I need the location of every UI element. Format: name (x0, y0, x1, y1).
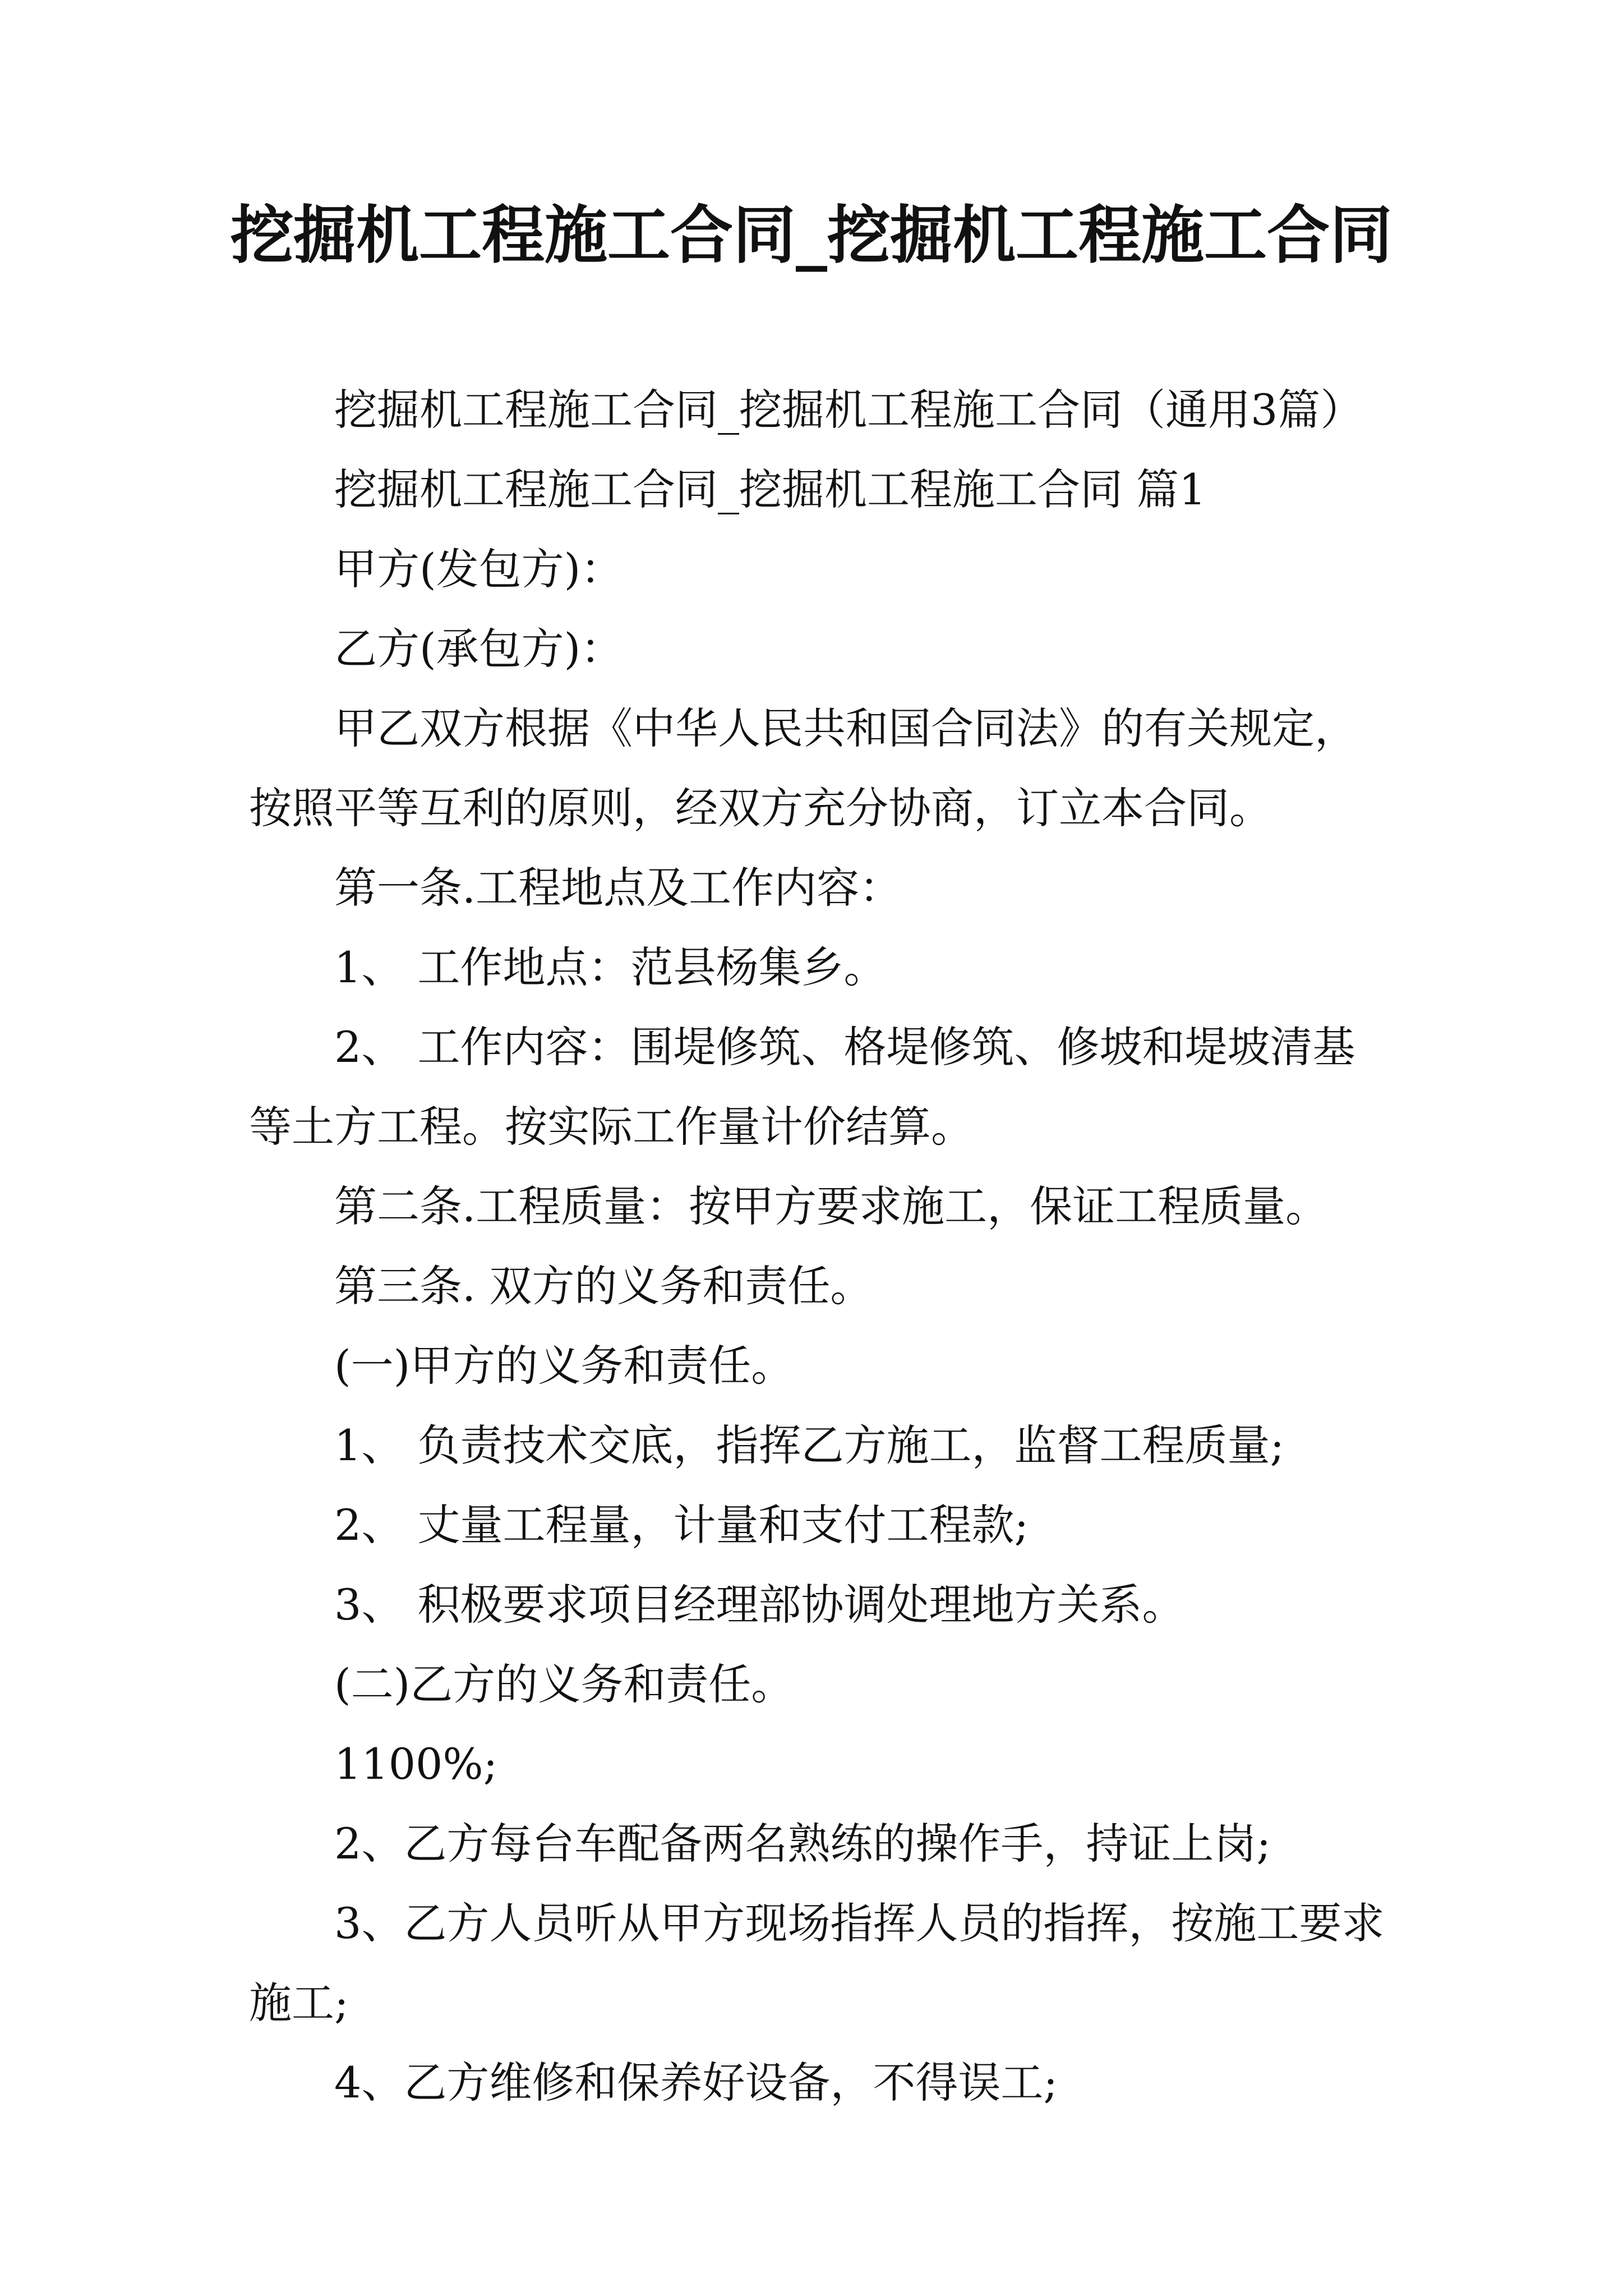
paragraph-article-2: 第二条.工程质量：按甲方要求施工，保证工程质量。 (334, 1181, 1329, 1231)
paragraph-party-a: 甲方(发包方)： (334, 544, 624, 594)
paragraph-party-b: 乙方(承包方)： (334, 624, 624, 674)
paragraph-party-a-duty-2: 2、 丈量工程量，计量和支付工程款; (334, 1500, 1029, 1550)
paragraph-article-1-item-2: 2、 工作内容：围堤修筑、格堤修筑、修坡和堤坡清基等土方工程。按实际工作量计价结算。 (249, 1022, 1355, 1152)
paragraph-preamble: 甲乙双方根据《中华人民共和国合同法》的有关规定，按照平等互利的原则，经双方充分协商，订立本合同。 (249, 703, 1357, 833)
paragraph-party-a-duty-1: 1、 负责技术交底，指挥乙方施工，监督工程质量; (334, 1420, 1285, 1470)
paragraph-article-3: 第三条. 双方的义务和责任。 (334, 1261, 873, 1311)
paragraph-party-b-duty-3: 3、乙方人员听从甲方现场指挥人员的指挥，按施工要求施工; (249, 1898, 1385, 2028)
document-title: 挖掘机工程施工合同_挖掘机工程施工合同 (230, 199, 1393, 272)
document-body (249, 370, 1393, 2123)
paragraph-subtitle: 挖掘机工程施工合同_挖掘机工程施工合同（通用3篇） (334, 385, 1363, 435)
paragraph-part-heading: 挖掘机工程施工合同_挖掘机工程施工合同 篇1 (334, 464, 1206, 514)
paragraph-article-1-item-1: 1、 工作地点：范县杨集乡。 (334, 942, 887, 992)
paragraph-party-b-duty-2: 2、乙方每台车配备两名熟练的操作手，持证上岗; (334, 1819, 1271, 1869)
paragraph-party-b-duty-1: 1100%; (334, 1739, 498, 1789)
paragraph-party-b-duties: (二)乙方的义务和责任。 (334, 1659, 794, 1709)
paragraph-party-a-duty-3: 3、 积极要求项目经理部协调处理地方关系。 (334, 1580, 1185, 1630)
paragraph-party-b-duty-4: 4、乙方维修和保养好设备，不得误工; (334, 2058, 1058, 2108)
paragraph-article-1: 第一条.工程地点及工作内容： (334, 863, 902, 913)
paragraph-party-a-duties: (一)甲方的义务和责任。 (334, 1341, 794, 1391)
